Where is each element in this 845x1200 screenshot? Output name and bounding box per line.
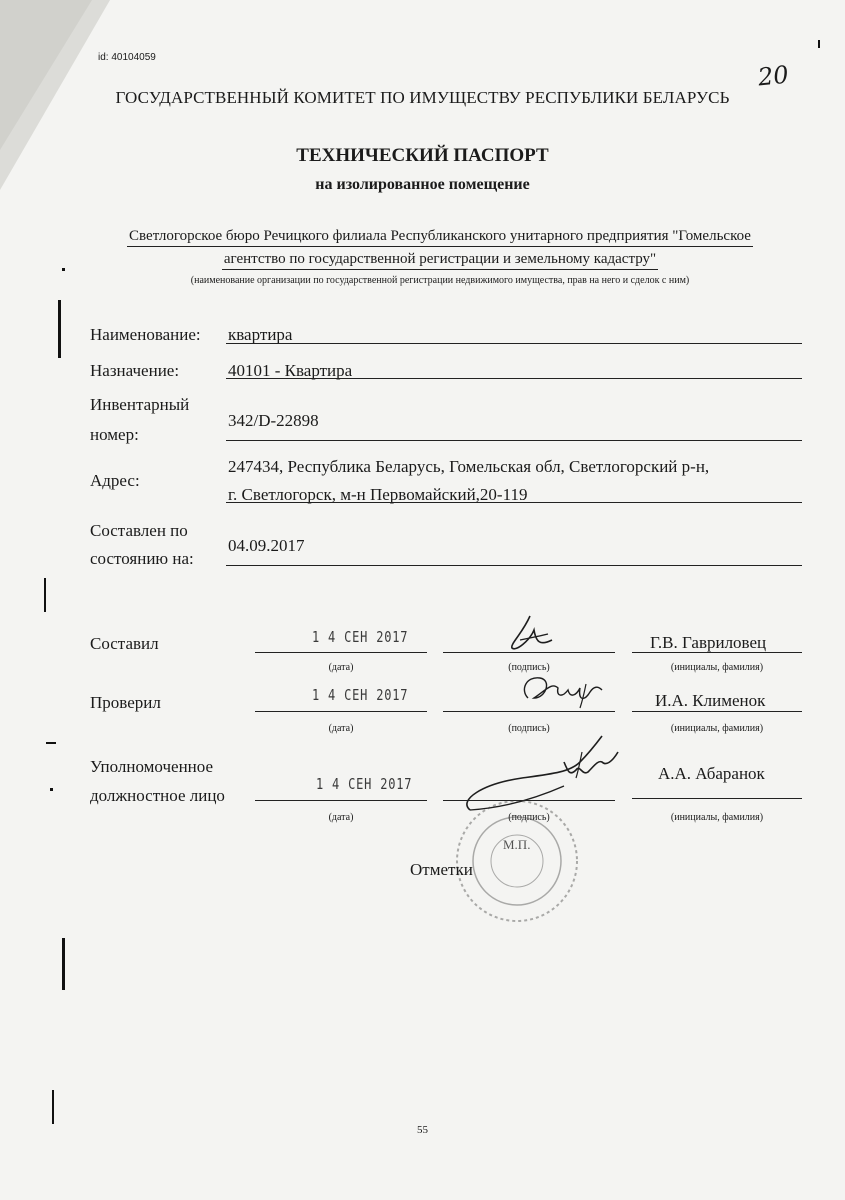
address-rule [226, 502, 802, 503]
official-name: А.А. Абаранок [658, 764, 765, 783]
checked-name: И.А. Клименок [655, 691, 766, 710]
address-line-1: 247434, Республика Беларусь, Гомельская обл, Светлогорский р-н, [228, 457, 710, 476]
checked-name-rule [632, 711, 802, 712]
compiled-name: Г.В. Гавриловец [650, 633, 767, 652]
committee-heading: ГОСУДАРСТВЕННЫЙ КОМИТЕТ ПО ИМУЩЕСТВУ РЕСПУБЛИКИ БЕЛАРУСЬ [115, 88, 730, 107]
checked-signature-rule [443, 711, 615, 712]
official-name-caption: (инициалы, фамилия) [670, 812, 764, 823]
official-date-caption: (дата) [328, 812, 354, 823]
name-label: Наименование: [90, 325, 201, 344]
document-title: ТЕХНИЧЕСКИЙ ПАСПОРТ [296, 145, 549, 166]
inventory-value: 342/D-22898 [228, 411, 319, 430]
compiled-name-caption: (инициалы, фамилия) [670, 662, 764, 673]
checked-signature-caption: (подпись) [508, 723, 550, 734]
compiled-date-caption: (дата) [328, 662, 354, 673]
purpose-label: Назначение: [90, 361, 180, 380]
purpose-rule [226, 378, 802, 379]
document-id: id: 40104059 [98, 52, 156, 63]
official-label-2: должностное лицо [90, 786, 225, 805]
marks-label: Отметки [410, 860, 473, 879]
state-label-1: Составлен по [90, 521, 188, 540]
name-rule [226, 343, 802, 344]
state-label-2: состоянию на: [90, 549, 194, 568]
margin-mark [58, 300, 61, 358]
name-value: квартира [228, 325, 293, 344]
margin-mark [52, 1090, 54, 1124]
handwritten-page-number: 20 [756, 60, 790, 92]
margin-mark [62, 938, 65, 990]
margin-mark [62, 268, 65, 271]
compiled-signature-rule [443, 652, 615, 653]
organization-line-1: Светлогорское бюро Речицкого филиала Республиканского унитарного предприятия "Гомельское [90, 228, 790, 247]
official-signature-caption: (подпись) [508, 812, 550, 823]
compiled-signature [500, 612, 560, 654]
margin-mark [44, 578, 46, 612]
compiled-date-rule [255, 652, 427, 653]
compiled-date: 1 4 СЕН 2017 [312, 628, 409, 646]
official-date: 1 4 СЕН 2017 [316, 775, 413, 793]
official-date-rule [255, 800, 427, 801]
address-line-2: г. Светлогорск, м-н Первомайский,20-119 [228, 485, 528, 504]
document-subtitle: на изолированное помещение [315, 176, 530, 193]
organization-caption: (наименование организации по государственной регистрации недвижимого имущества, прав на него и сделок с ним) [190, 275, 690, 286]
state-value: 04.09.2017 [228, 536, 305, 555]
official-label-1: Уполномоченное [90, 757, 214, 776]
compiled-label: Составил [90, 634, 159, 653]
inventory-rule [226, 440, 802, 441]
seal-mp-label: М.П. [503, 837, 531, 852]
official-name-rule [632, 798, 802, 799]
checked-date: 1 4 СЕН 2017 [312, 686, 409, 704]
checked-date-caption: (дата) [328, 723, 354, 734]
organization-line-2: агентство по государственной регистрации и земельному кадастру" [90, 251, 790, 270]
margin-mark [818, 40, 820, 48]
state-rule [226, 565, 802, 566]
checked-signature [510, 668, 610, 712]
address-label: Адрес: [90, 471, 140, 490]
checked-date-rule [255, 711, 427, 712]
margin-mark [50, 788, 53, 791]
margin-mark [46, 742, 56, 744]
compiled-name-rule [632, 652, 802, 653]
inventory-label-2: номер: [90, 425, 139, 444]
checked-label: Проверил [90, 693, 161, 712]
page-number: 55 [417, 1124, 428, 1136]
inventory-label-1: Инвентарный [90, 395, 190, 414]
purpose-value: 40101 - Квартира [228, 361, 353, 380]
compiled-signature-caption: (подпись) [508, 662, 550, 673]
checked-name-caption: (инициалы, фамилия) [670, 723, 764, 734]
